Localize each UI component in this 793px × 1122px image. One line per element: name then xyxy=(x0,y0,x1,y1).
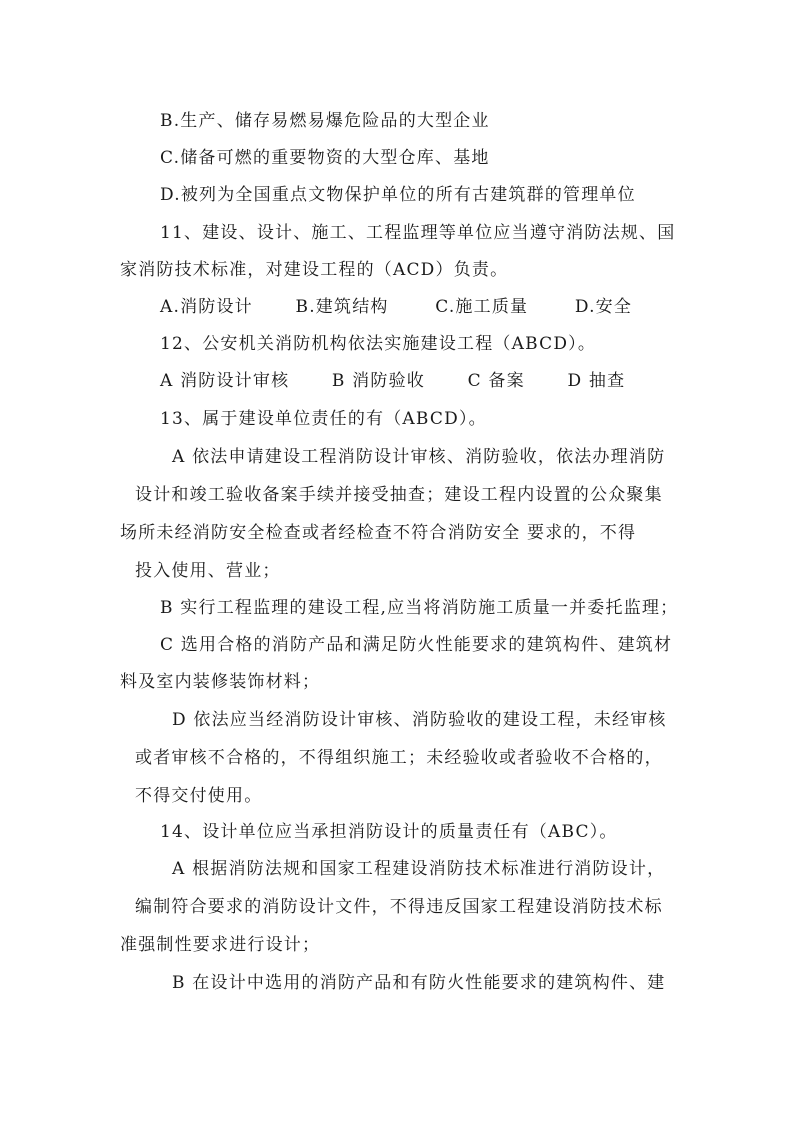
q11-option-c: C.施工质量 xyxy=(435,297,529,317)
q13-d-line-3: 不得交付使用。 xyxy=(135,786,263,806)
question-13-line: 13、属于建设单位责任的有（ABCD）。 xyxy=(160,409,487,429)
q14-a-line-1: A 根据消防法规和国家工程建设消防技术标准进行消防设计， xyxy=(172,859,666,879)
q13-b-line: B 实行工程监理的建设工程,应当将消防施工质量一并委托监理； xyxy=(160,598,679,618)
question-11-line-1: 11、建设、设计、施工、工程监理等单位应当遵守消防法规、国 xyxy=(160,223,676,243)
q14-a-line-2: 编制符合要求的消防设计文件，不得违反国家工程建设消防技术标 xyxy=(135,897,663,917)
q12-option-d: D 抽查 xyxy=(567,371,626,391)
q13-a-line-3: 场所未经消防安全检查或者经检查不符合消防安全 要求的，不得 xyxy=(120,523,637,543)
q12-option-c: C 备案 xyxy=(467,371,525,391)
q12-option-a: A 消防设计审核 xyxy=(160,371,290,391)
q13-c-line-1: C 选用合格的消防产品和满足防火性能要求的建筑构件、建筑材 xyxy=(160,635,673,655)
q11-option-d: D.安全 xyxy=(574,297,633,317)
q11-option-a: A.消防设计 xyxy=(160,297,253,317)
question-12-line: 12、公安机关消防机构依法实施建设工程（ABCD）。 xyxy=(160,334,597,354)
option-b-line: B.生产、储存易燃易爆危险品的大型企业 xyxy=(160,111,490,131)
question-11-line-2: 家消防技术标准，对建设工程的（ACD）负责。 xyxy=(120,260,509,280)
q11-option-b: B.建筑结构 xyxy=(295,297,389,317)
option-d-line: D.被列为全国重点文物保护单位的所有古建筑群的管理单位 xyxy=(160,185,636,205)
q13-a-line-4: 投入使用、营业； xyxy=(135,561,281,581)
q13-d-line-1: D 依法应当经消防设计审核、消防验收的建设工程，未经审核 xyxy=(172,710,667,730)
q14-a-line-3: 准强制性要求进行设计； xyxy=(120,935,321,955)
question-11-options xyxy=(160,296,632,318)
q13-a-line-1: A 依法申请建设工程消防设计审核、消防验收，依法办理消防 xyxy=(172,447,666,467)
option-c-line: C.储备可燃的重要物资的大型仓库、基地 xyxy=(160,148,490,168)
q13-d-line-2: 或者审核不合格的，不得组织施工；未经验收或者验收不合格的， xyxy=(135,748,663,768)
q13-c-line-2: 料及室内装修装饰材料； xyxy=(120,672,321,692)
question-14-line: 14、设计单位应当承担消防设计的质量责任有（ABC）。 xyxy=(160,822,618,842)
q14-b-line-1: B 在设计中选用的消防产品和有防火性能要求的建筑构件、建 xyxy=(172,973,666,993)
q12-option-b: B 消防验收 xyxy=(331,371,425,391)
q13-a-line-2: 设计和竣工验收备案手续并接受抽查；建设工程内设置的公众聚集 xyxy=(135,485,663,505)
question-12-options xyxy=(160,370,625,392)
